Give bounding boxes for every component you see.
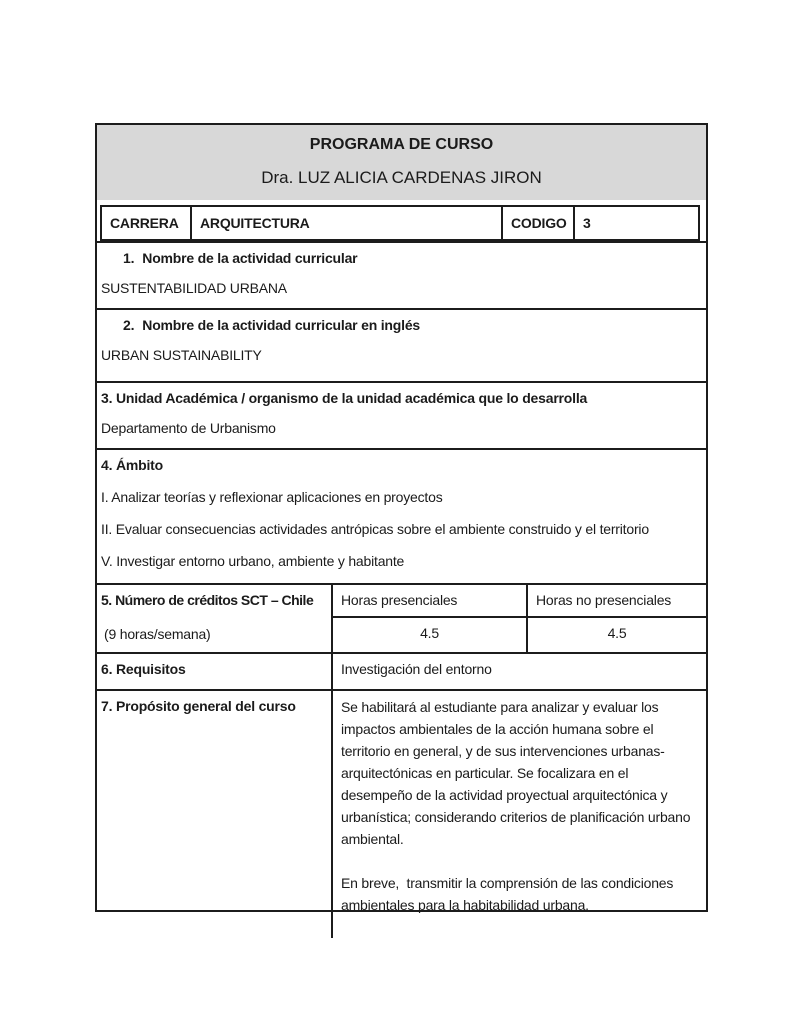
hours-presencial-header: Horas presenciales	[333, 585, 528, 618]
section-1-number: 1.	[123, 250, 135, 266]
section-4-ambito	[97, 448, 706, 583]
section-6-requisitos	[97, 652, 706, 689]
section-2-title-text: Nombre de la actividad curricular en inglés	[142, 317, 420, 333]
section-3-value: Departamento de Urbanismo	[101, 420, 276, 436]
hours-presencial-value: 4.5	[333, 618, 528, 652]
section-3-academic-unit	[97, 381, 706, 448]
section-6-title: 6. Requisitos	[97, 654, 333, 689]
table-header	[97, 125, 706, 200]
carrera-row-strip	[97, 200, 706, 241]
section-1-title-text: Nombre de la actividad curricular	[142, 250, 358, 266]
section-1-title	[101, 248, 698, 269]
codigo-value: 3	[583, 214, 591, 231]
section-1-activity-name	[97, 241, 706, 308]
credits-label-cell	[97, 585, 333, 652]
course-program-table	[95, 123, 708, 912]
carrera-value: ARQUITECTURA	[192, 207, 503, 239]
section-1-value: SUSTENTABILIDAD URBANA	[101, 280, 287, 296]
carrera-codigo-table	[100, 205, 700, 241]
hours-no-presencial-value: 4.5	[607, 625, 627, 641]
codigo-label: CODIGO	[503, 207, 575, 239]
section-3-title: 3. Unidad Académica / organismo de la unidad académica que lo desarrolla	[101, 390, 588, 406]
ambito-item-1: I. Analizar teorías y reflexionar aplicaciones en proyectos	[101, 489, 443, 505]
document-title: PROGRAMA DE CURSO	[309, 136, 494, 153]
section-7-proposito	[97, 689, 706, 913]
proposito-paragraph-2: En breve, transmitir la comprensión de las condiciones ambientales para la habitabilidad urbana.	[341, 875, 677, 913]
section-2-title	[101, 315, 698, 336]
proposito-paragraph-1: Se habilitará al estudiante para analizar y evaluar los impactos ambientales de la acción humana sobre el territorio en general, y de sus intervenciones urbanas-arquitectónicas en particular. Se focalizara en el desempeño de la actividad proyectual arquitectónica y urbanística; considerando criterios de planificación urbano ambiental.	[341, 699, 695, 847]
document-author: Dra. LUZ ALICIA CARDENAS JIRON	[261, 168, 542, 187]
section-5-subtitle: (9 horas/semana)	[104, 626, 211, 642]
ambito-item-2: II. Evaluar consecuencias actividades antrópicas sobre el ambiente construido y el territorio	[101, 521, 649, 537]
section-5-title: 5. Número de créditos SCT – Chile	[101, 592, 314, 608]
section-2-number: 2.	[123, 317, 135, 333]
section-6-value: Investigación del entorno	[341, 661, 492, 677]
section-4-title: 4. Ámbito	[101, 457, 163, 473]
carrera-label: CARRERA	[102, 207, 192, 239]
section-7-content	[333, 691, 706, 938]
hours-no-presencial-header: Horas no presenciales	[528, 585, 706, 618]
section-5-credits	[97, 583, 706, 652]
ambito-item-3: V. Investigar entorno urbano, ambiente y habitante	[101, 553, 405, 569]
section-2-value: URBAN SUSTAINABILITY	[101, 347, 262, 363]
section-2-activity-name-english	[97, 308, 706, 381]
section-7-title: 7. Propósito general del curso	[97, 691, 333, 938]
